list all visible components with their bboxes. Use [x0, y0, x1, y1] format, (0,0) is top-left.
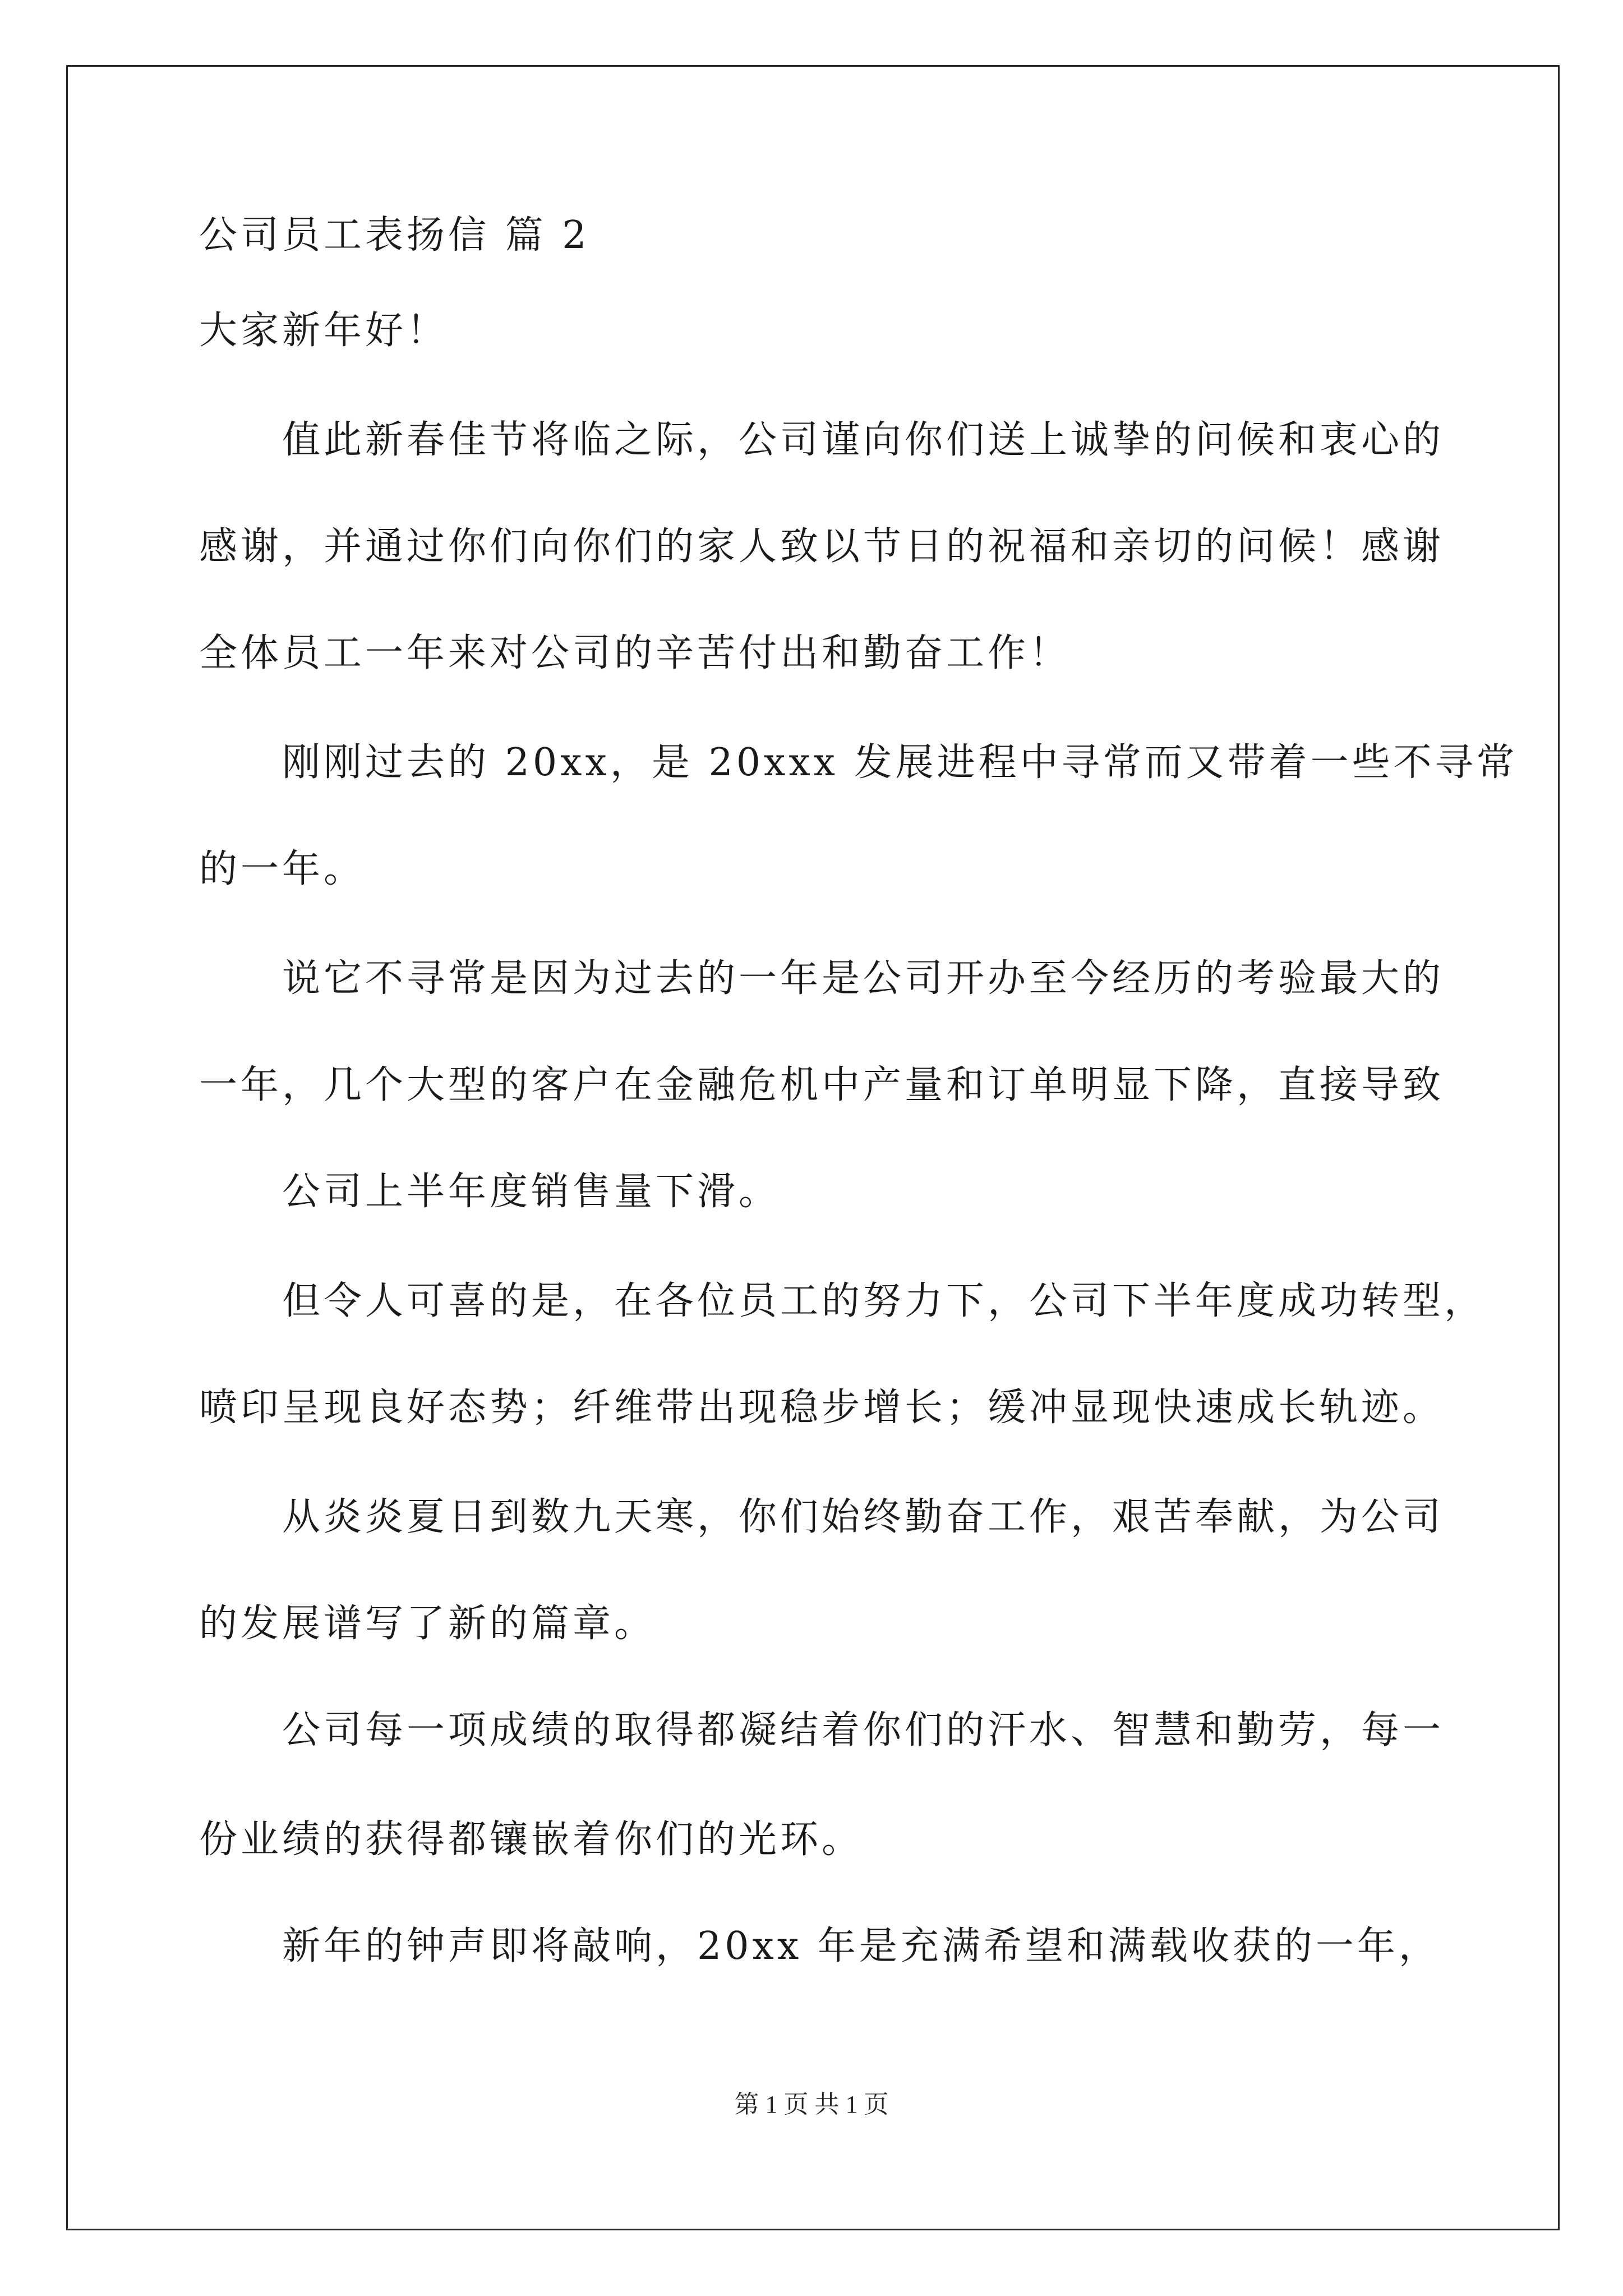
- greeting-line: 大家新年好！: [199, 309, 449, 353]
- text-line: 刚刚过去的 20xx，是 20xxx 发展进程中寻常而又带着一些不寻常: [282, 740, 1518, 785]
- document-title: 公司员工表扬信 篇 2: [199, 213, 590, 257]
- text-line: 的发展谱写了新的篇章。: [199, 1602, 656, 1646]
- text-line: 新年的钟声即将敲响，20xx 年是充满希望和满载收获的一年，: [282, 1924, 1440, 1968]
- page-footer: 第 1 页 共 1 页: [734, 2091, 889, 2118]
- text-line: 全体员工一年来对公司的辛苦付出和勤奋工作！: [199, 631, 1071, 675]
- text-line: 但令人可喜的是，在各位员工的努力下，公司下半年度成功转型，: [282, 1279, 1486, 1323]
- text-line: 一年，几个大型的客户在金融危机中产量和订单明显下降，直接导致: [199, 1063, 1445, 1107]
- text-line: 值此新春佳节将临之际，公司谨向你们送上诚挚的问候和衷心的: [282, 418, 1445, 462]
- text-line: 公司每一项成绩的取得都凝结着你们的汗水、智慧和勤劳，每一: [282, 1708, 1445, 1752]
- text-line: 份业绩的获得都镶嵌着你们的光环。: [199, 1818, 864, 1862]
- text-line: 公司上半年度销售量下滑。: [282, 1170, 781, 1214]
- text-line: 感谢，并通过你们向你们的家人致以节日的祝福和亲切的问候！感谢: [199, 524, 1445, 569]
- text-line: 的一年。: [199, 847, 366, 891]
- text-line: 说它不寻常是因为过去的一年是公司开办至今经历的考验最大的: [282, 956, 1445, 1001]
- page-border: [66, 65, 1560, 2230]
- text-line: 喷印呈现良好态势；纤维带出现稳步增长；缓冲显现快速成长轨迹。: [199, 1386, 1445, 1430]
- text-line: 从炎炎夏日到数九天寒，你们始终勤奋工作，艰苦奉献，为公司: [282, 1495, 1445, 1539]
